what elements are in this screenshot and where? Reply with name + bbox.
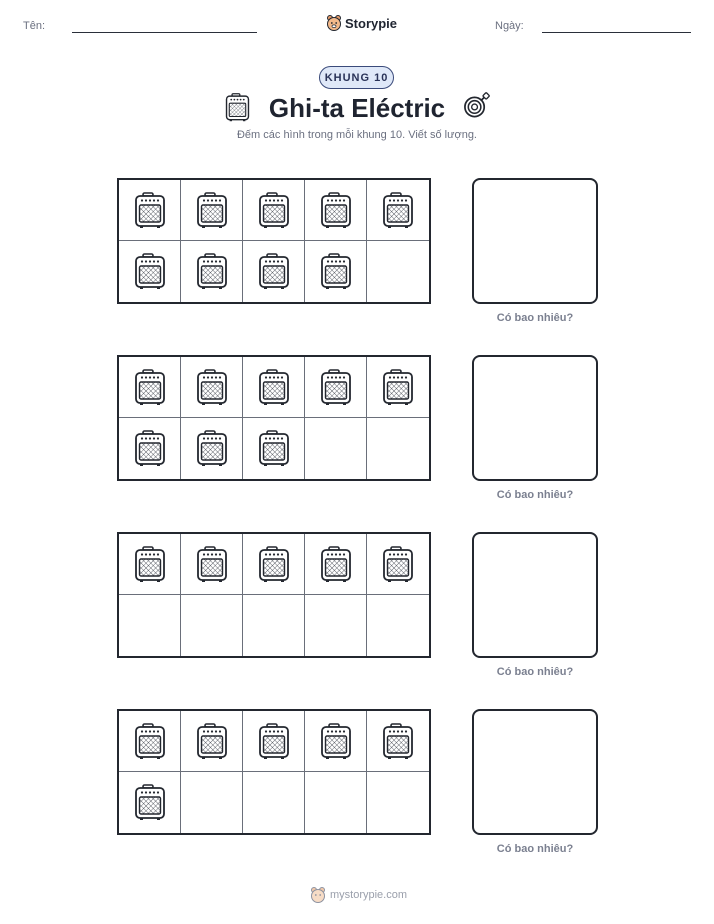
instructions: Đếm các hình trong mỗi khung 10. Viết số lượng.: [236, 129, 477, 141]
storypie-logo-icon: [310, 886, 326, 904]
answer-box[interactable]: [472, 709, 598, 835]
guitar-amp-icon: [196, 369, 228, 406]
count-question: Có bao nhiêu?: [496, 843, 574, 855]
answer-box[interactable]: [472, 178, 598, 304]
guitar-amp-icon: [320, 723, 352, 760]
frame-cell-filled: [367, 180, 429, 241]
guitar-amp-icon: [382, 369, 414, 406]
frame-cell-filled: [243, 418, 305, 479]
frame-cell-empty: [119, 595, 181, 656]
frame-cell-empty: [305, 772, 367, 833]
guitar-amp-icon: [196, 192, 228, 229]
frame-cell-empty: [181, 595, 243, 656]
guitar-amp-icon: [382, 192, 414, 229]
guitar-amp-icon: [320, 253, 352, 290]
frame-cell-empty: [367, 595, 429, 656]
frame-cell-empty: [367, 418, 429, 479]
guitar-amp-icon: [382, 723, 414, 760]
guitar-amp-icon: [382, 546, 414, 583]
guitar-amp-icon: [196, 546, 228, 583]
frame-cell-filled: [181, 534, 243, 595]
ten-frame: [117, 532, 431, 658]
guitar-amp-icon: [320, 192, 352, 229]
guitar-amp-icon: [258, 369, 290, 406]
guitar-amp-icon: [320, 546, 352, 583]
guitar-amp-icon: [258, 546, 290, 583]
frame-cell-filled: [181, 418, 243, 479]
frame-cell-filled: [305, 357, 367, 418]
frame-cell-filled: [119, 418, 181, 479]
guitar-amp-icon: [134, 723, 166, 760]
frame-cell-filled: [243, 711, 305, 772]
frame-cell-filled: [119, 180, 181, 241]
frame-cell-filled: [243, 241, 305, 302]
guitar-amp-icon: [196, 723, 228, 760]
brand-name: Storypie: [345, 15, 398, 31]
frame-cell-empty: [305, 418, 367, 479]
frame-cell-filled: [181, 180, 243, 241]
guitar-amp-icon: [258, 253, 290, 290]
guitar-amp-icon: [196, 253, 228, 290]
frame-cell-filled: [181, 241, 243, 302]
name-label: Tên:: [23, 20, 46, 32]
frame-cell-filled: [119, 241, 181, 302]
frame-cell-filled: [119, 534, 181, 595]
frame-cell-empty: [367, 772, 429, 833]
footer-url[interactable]: mystorypie.com: [330, 889, 408, 901]
frame-cell-filled: [181, 357, 243, 418]
name-line: [72, 32, 257, 33]
guitar-amp-icon: [258, 430, 290, 467]
frame-cell-filled: [181, 711, 243, 772]
frame-cell-empty: [243, 772, 305, 833]
frame-cell-filled: [243, 180, 305, 241]
date-label: Ngày:: [495, 20, 524, 32]
frame-cell-empty: [243, 595, 305, 656]
guitar-cable-icon: [463, 92, 490, 120]
frame-cell-filled: [119, 772, 181, 833]
guitar-amp-icon: [134, 546, 166, 583]
brand: [326, 14, 397, 32]
guitar-amp-icon: [196, 430, 228, 467]
frame-cell-filled: [367, 534, 429, 595]
answer-box[interactable]: [472, 532, 598, 658]
guitar-amp-icon: [134, 784, 166, 821]
frame-cell-filled: [367, 711, 429, 772]
guitar-amp-icon: [134, 369, 166, 406]
storypie-logo-icon: [326, 14, 342, 32]
frame-cell-empty: [305, 595, 367, 656]
frame-cell-filled: [305, 711, 367, 772]
frame-cell-filled: [119, 711, 181, 772]
count-question: Có bao nhiêu?: [496, 489, 574, 501]
ten-frame: [117, 178, 431, 304]
frame-cell-empty: [367, 241, 429, 302]
guitar-amp-icon: [258, 192, 290, 229]
guitar-amp-icon: [134, 430, 166, 467]
count-question: Có bao nhiêu?: [496, 666, 574, 678]
frame-cell-filled: [119, 357, 181, 418]
frame-cell-filled: [243, 357, 305, 418]
frame-cell-filled: [305, 534, 367, 595]
ten-frame: [117, 355, 431, 481]
frame-cell-empty: [181, 772, 243, 833]
footer: [310, 886, 407, 904]
guitar-amp-icon: [320, 369, 352, 406]
answer-box[interactable]: [472, 355, 598, 481]
date-line: [542, 32, 691, 33]
count-question: Có bao nhiêu?: [496, 312, 574, 324]
frame-cell-filled: [305, 241, 367, 302]
guitar-amp-icon: [134, 253, 166, 290]
frame-cell-filled: [243, 534, 305, 595]
guitar-amp-icon: [134, 192, 166, 229]
frame-cell-filled: [305, 180, 367, 241]
guitar-amp-icon: [258, 723, 290, 760]
frame-type-badge: KHUNG 10: [319, 66, 394, 89]
ten-frame: [117, 709, 431, 835]
frame-cell-filled: [367, 357, 429, 418]
page-title: Ghi-ta Eléctric: [268, 93, 446, 123]
